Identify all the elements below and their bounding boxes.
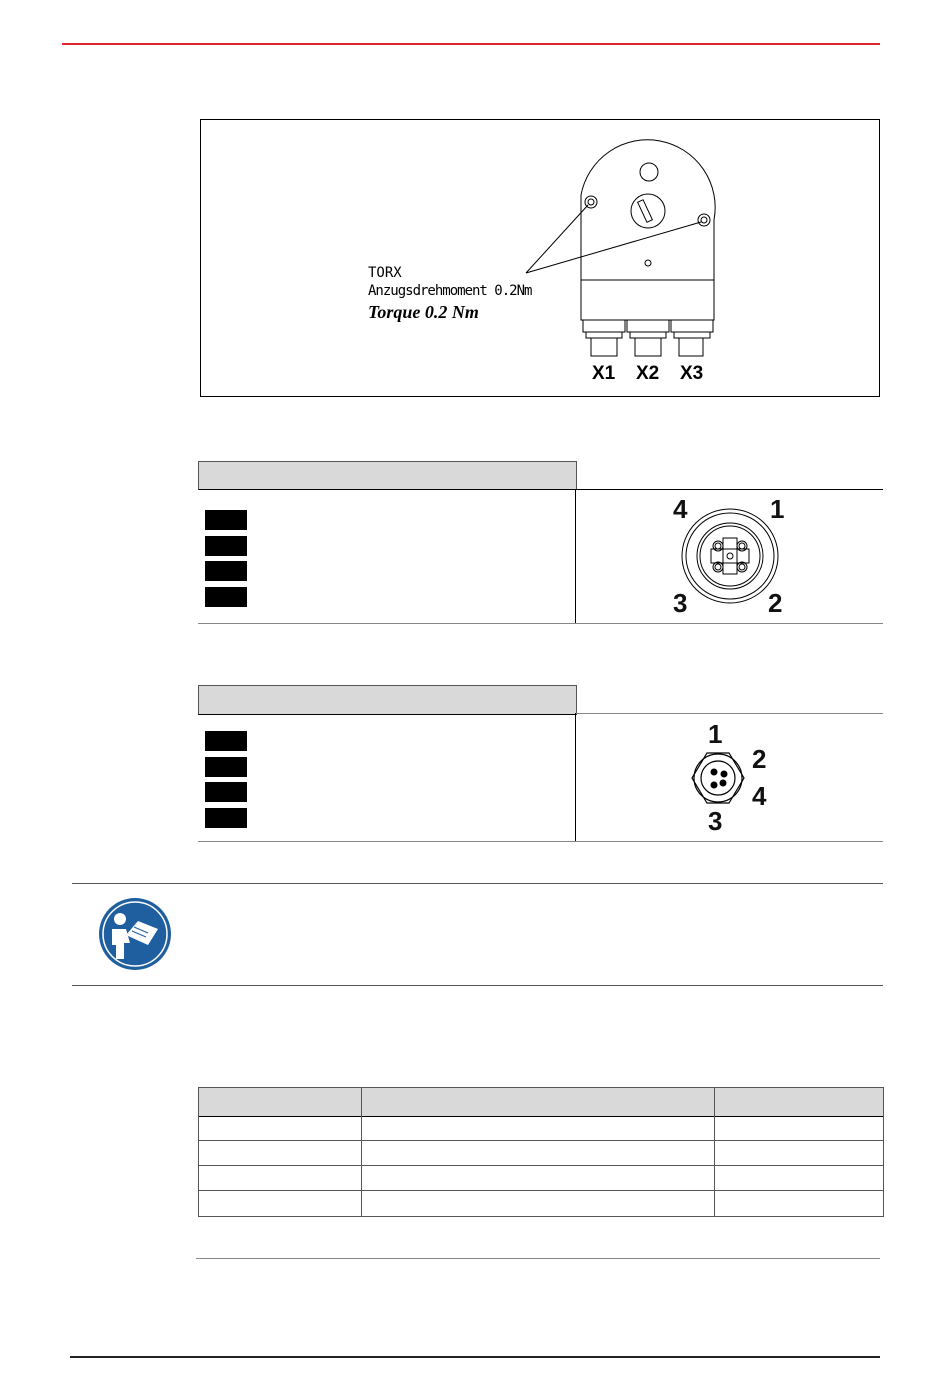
pin-color-swatch [205, 782, 247, 802]
table-col-divider [714, 1088, 715, 1216]
pin-table-b-rule [575, 713, 883, 714]
table-row-divider [199, 1190, 883, 1191]
encoder-drawing [201, 120, 879, 396]
m8-plug-diagram [690, 750, 746, 806]
connector-label-x3: X3 [680, 363, 704, 384]
footer-rule [70, 1356, 880, 1358]
table-row-divider [199, 1165, 883, 1166]
table-col-divider [361, 1088, 362, 1216]
m12-socket-diagram [680, 506, 780, 606]
connector-label-x1: X1 [592, 363, 616, 384]
pin-table-a-bottom [198, 623, 883, 624]
section-rule [196, 1258, 880, 1259]
connector-label-x2: X2 [636, 363, 660, 384]
table-row-divider [199, 1140, 883, 1141]
pin-table-a-header [198, 461, 577, 490]
pin-label-2: 2 [768, 588, 783, 618]
callout-torque-en: Torque 0.2 Nm [368, 302, 479, 322]
pin-table-b-header [198, 685, 577, 715]
notice-bottom-rule [72, 985, 883, 986]
data-table-header [199, 1088, 883, 1117]
pin-color-swatch [205, 536, 247, 556]
read-manual-icon [98, 897, 172, 971]
pin-table-b-bottom [198, 841, 883, 842]
pin-label-1: 1 [708, 719, 723, 749]
callout-torx: TORX [368, 265, 402, 281]
pin-label-4: 4 [752, 781, 767, 811]
pin-color-swatch [205, 510, 247, 530]
encoder-figure [200, 119, 880, 397]
pin-label-4: 4 [673, 494, 688, 524]
pin-label-3: 3 [673, 588, 688, 618]
pin-label-1: 1 [770, 494, 785, 524]
callout-torque-de: Anzugsdrehmoment 0.2Nm [368, 283, 532, 299]
header-rule [62, 43, 880, 45]
pin-color-swatch [205, 731, 247, 751]
notice-top-rule [72, 883, 883, 884]
pin-color-swatch [205, 757, 247, 777]
data-table [198, 1087, 884, 1217]
pin-table-b-divider [575, 713, 576, 841]
pin-label-2: 2 [752, 744, 767, 774]
pin-color-swatch [205, 808, 247, 828]
pin-table-a-divider [575, 489, 576, 623]
pin-color-swatch [205, 561, 247, 581]
pin-color-swatch [205, 587, 247, 607]
pin-label-3: 3 [708, 806, 723, 836]
pin-table-a-rule [575, 489, 883, 490]
